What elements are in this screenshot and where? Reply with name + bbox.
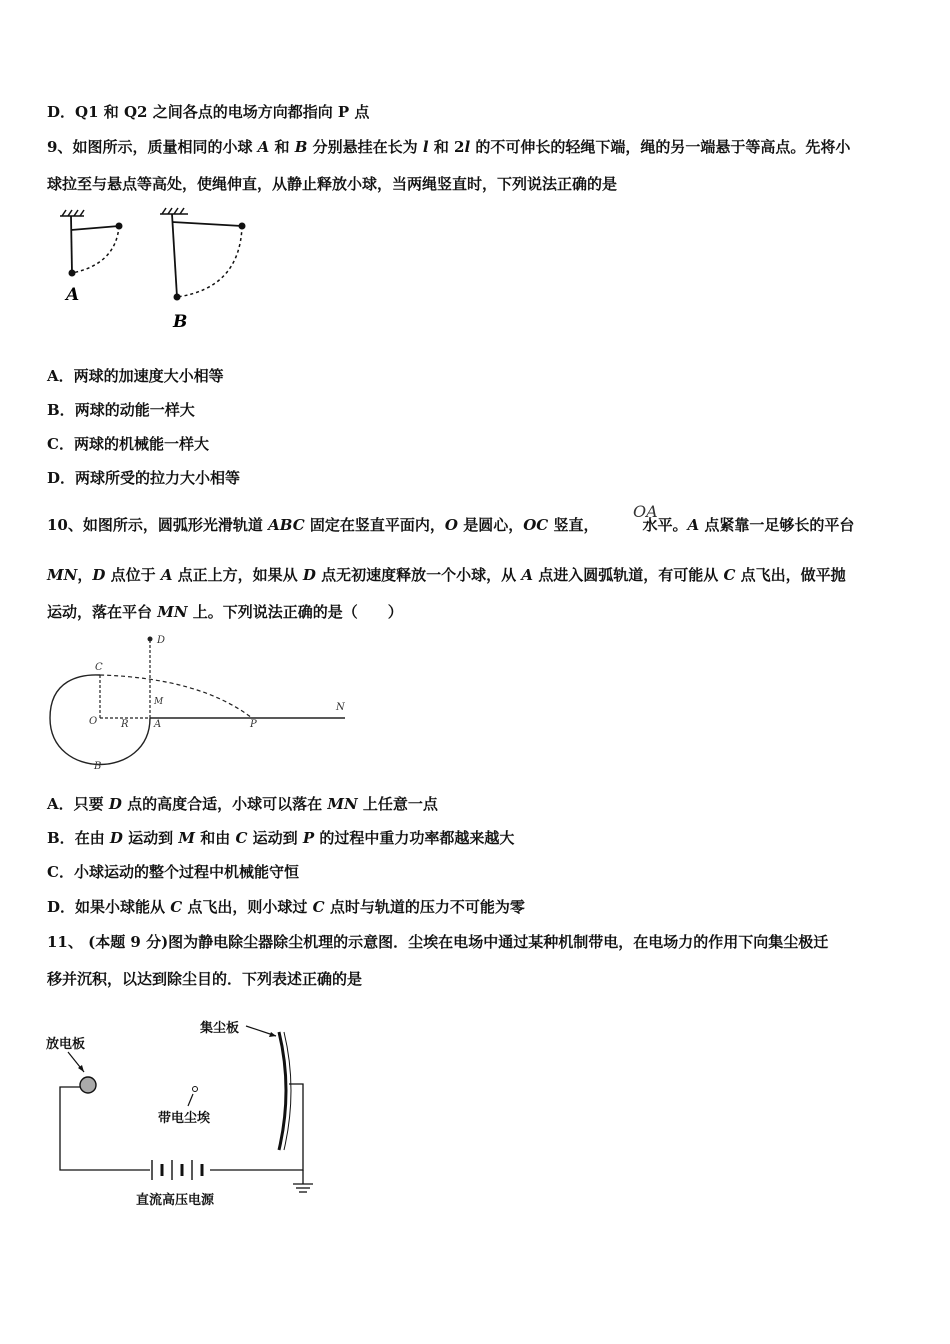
stem-text: 点紧靠一足够长的平台 <box>699 516 855 534</box>
label-a: A <box>154 719 162 730</box>
option-prefix: D． <box>47 898 76 916</box>
stem-var: A <box>257 138 270 156</box>
option-text: 运动到 <box>247 829 303 847</box>
option-text: 点飞出，则小球过 <box>182 898 313 916</box>
q9-option-c <box>47 434 209 454</box>
ground-icon <box>293 1170 313 1192</box>
option-prefix: D． <box>47 103 76 121</box>
wire-left <box>60 1087 150 1170</box>
q10-stem-line1 <box>47 515 854 535</box>
label-d: D <box>157 635 166 646</box>
stem-var: B <box>294 138 308 156</box>
option-text: 两球的机械能一样大 <box>73 435 209 453</box>
label-n: N <box>336 702 345 713</box>
option-var: C <box>235 829 248 847</box>
stem-text: 点飞出，做平抛 <box>735 566 846 584</box>
q9-option-a <box>47 366 224 386</box>
string-a-vertical <box>71 216 72 273</box>
stem-var: C <box>723 566 736 584</box>
stem-var: l <box>422 138 429 156</box>
label-source: 直流高压电源 <box>136 1193 215 1208</box>
option-text: 在由 <box>74 829 110 847</box>
stem-var: O <box>444 516 458 534</box>
q9-option-d <box>47 468 240 488</box>
left-support <box>60 210 84 216</box>
q10-track-figure <box>40 630 360 780</box>
option-prefix: A． <box>47 367 74 385</box>
q11-stem-line1 <box>47 932 828 952</box>
q10-option-d <box>47 897 525 917</box>
option-var: D <box>108 795 122 813</box>
stem-var: A <box>160 566 173 584</box>
stem-var: MN <box>157 603 188 621</box>
q9-stem-line1 <box>47 137 850 157</box>
option-prefix: B． <box>47 829 75 847</box>
option-var: P <box>302 829 315 847</box>
stem-text: 如图所示，圆弧形光滑轨道 <box>82 516 269 534</box>
option-text: Q1 和 Q2 之间各点的电场方向都指向 P 点 <box>75 103 370 121</box>
option-text: 运动到 <box>122 829 179 847</box>
point-d <box>148 637 153 642</box>
stem-text: 和 <box>269 138 295 156</box>
arrow-dust <box>188 1094 193 1106</box>
q11-stem-line2: 移并沉积，以达到除尘目的．下列表述正确的是 <box>47 970 363 988</box>
option-prefix: B． <box>47 401 75 419</box>
label-m: M <box>154 697 164 707</box>
option-var: D <box>109 829 123 847</box>
stem-var: OC <box>523 516 549 534</box>
stem-text: 竖直， <box>548 516 599 534</box>
dust-particle <box>193 1087 198 1092</box>
stem-text: 点进入圆弧轨道，有可能从 <box>533 566 724 584</box>
q10-option-a <box>47 794 438 814</box>
label-c: C <box>95 662 103 673</box>
option-prefix: C． <box>47 435 74 453</box>
collector-plate <box>279 1032 286 1150</box>
stem-text: (本题 9 分)图为静电除尘器除尘机理的示意图．尘埃在电场中通过某种机制带电，在电场力的作用下向集尘极迁 <box>88 933 829 951</box>
question-number: 11、 <box>47 933 83 951</box>
label-a: A <box>66 285 80 305</box>
stem-var: D <box>302 566 316 584</box>
option-text: 两球的动能一样大 <box>74 401 195 419</box>
q9-option-b <box>47 400 195 420</box>
track-arc <box>50 675 150 765</box>
option-prefix: A． <box>47 795 74 813</box>
q10-option-c <box>47 862 299 882</box>
option-text: 点时与轨道的压力不可能为零 <box>324 898 525 916</box>
option-text: 的过程中重力功率都越来越大 <box>314 829 515 847</box>
string-b-horizontal <box>172 222 242 226</box>
option-var: C <box>170 898 183 916</box>
option-text: 上任意一点 <box>357 795 438 813</box>
label-o: O <box>89 716 98 727</box>
label-b: B <box>173 312 188 332</box>
stem-text: ， <box>77 566 93 584</box>
stem-text: 是圆心， <box>457 516 524 534</box>
label-r: R <box>121 719 129 730</box>
stem-text: 和 2 <box>428 138 465 156</box>
q9-pendulum-figure <box>50 200 270 335</box>
path-b <box>177 226 242 297</box>
stem-var: l <box>464 138 471 156</box>
ball-a <box>69 270 76 277</box>
label-p: P <box>250 719 257 730</box>
trajectory <box>100 675 252 718</box>
stem-var: MN <box>47 566 78 584</box>
label-emitter: 放电板 <box>46 1037 86 1052</box>
question-number: 9、 <box>47 138 73 156</box>
stem-var: D <box>92 566 106 584</box>
stem-var: A <box>687 516 700 534</box>
wire-right <box>210 1084 303 1170</box>
stem-text: 点无初速度释放一个小球，从 <box>315 566 522 584</box>
string-b-vertical <box>172 214 177 297</box>
stem-text: 固定在竖直平面内， <box>304 516 445 534</box>
label-collector: 集尘板 <box>200 1021 240 1036</box>
option-var: MN <box>327 795 358 813</box>
option-text: 只要 <box>73 795 109 813</box>
option-text: 点的高度合适，小球可以落在 <box>121 795 328 813</box>
option-text: 和由 <box>195 829 236 847</box>
stem-text: 的不可伸长的轻绳下端，绳的另一端悬于等高点。先将小 <box>470 138 851 156</box>
oa-symbol: OA <box>633 502 658 521</box>
option-text: 小球运动的整个过程中机械能守恒 <box>73 863 299 881</box>
stem-text: 分别悬挂在长为 <box>307 138 423 156</box>
right-support <box>160 208 188 214</box>
path-a <box>72 226 119 273</box>
option-var: C <box>312 898 325 916</box>
string-a-horizontal <box>71 226 119 230</box>
option-prefix: C． <box>47 863 74 881</box>
emitter-electrode <box>80 1077 96 1093</box>
q10-stem-line2 <box>47 565 846 585</box>
option-text: 两球的加速度大小相等 <box>73 367 224 385</box>
stem-text: 点正上方，如果从 <box>172 566 303 584</box>
stem-text: 点位于 <box>105 566 161 584</box>
label-b: B <box>94 761 102 772</box>
stem-var: ABC <box>268 516 305 534</box>
option-text: 如果小球能从 <box>75 898 171 916</box>
ball-b <box>174 294 181 301</box>
q11-precipitator-figure <box>40 1010 340 1210</box>
option-var: M <box>178 829 195 847</box>
option-prefix: D． <box>47 469 76 487</box>
q8-option-d <box>47 102 369 122</box>
stem-text: 水平。 <box>642 516 688 534</box>
stem-var: A <box>521 566 534 584</box>
question-number: 10、 <box>47 516 83 534</box>
q10-stem-line3 <box>47 602 403 622</box>
label-dust: 带电尘埃 <box>158 1111 211 1126</box>
stem-text: 上。下列说法正确的是（ ） <box>187 603 403 621</box>
battery <box>152 1160 202 1180</box>
stem-text: 运动，落在平台 <box>47 603 158 621</box>
q10-option-b <box>47 828 514 848</box>
option-text: 两球所受的拉力大小相等 <box>75 469 241 487</box>
q9-stem-line2: 球拉至与悬点等高处，使绳伸直，从静止释放小球，当两绳竖直时，下列说法正确的是 <box>47 175 618 193</box>
stem-text: 如图所示，质量相同的小球 <box>72 138 258 156</box>
